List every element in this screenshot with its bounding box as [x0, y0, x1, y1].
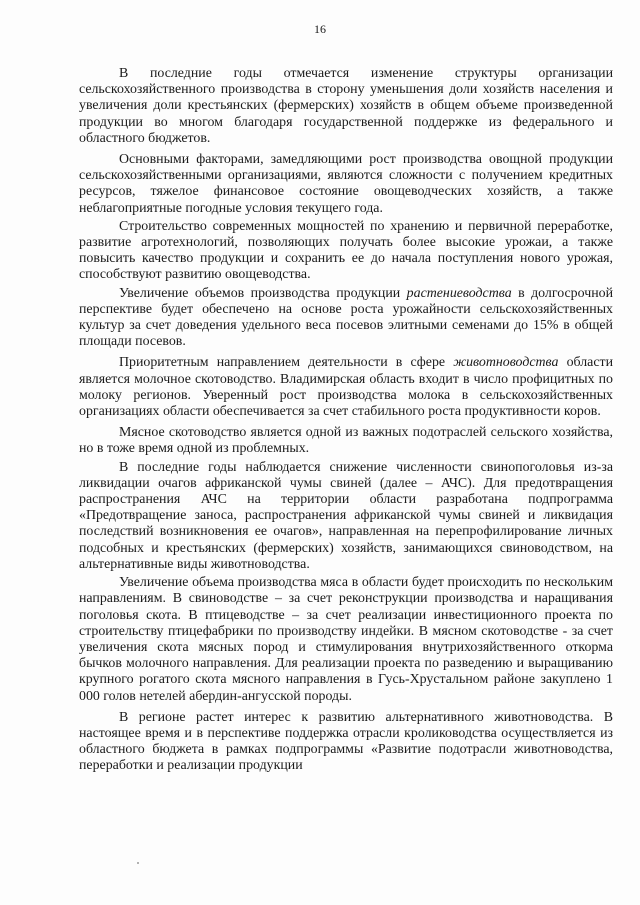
- paragraph-text: Увеличение объема производства мяса в области будет происходить по нескольким направлениям. В свиноводстве – за счет реконструкции производства и наращивания поголовья скота. В птицеводстве – за счет реализации инвестиционного проекта по строительству птицефабрики по производству индейки. В мясном скотоводстве - за счет увеличения скота мясных пород и стимулирования внутрихозяйственного откорма бычков молочного направления. Для реализации проекта по разведению и выращиванию крупного рогатого скота мясного направления в Гусь-Хрустальном районе закуплено 1 000 голов нетелей абердин-ангусской породы.: [79, 575, 613, 704]
- paragraph-text: Увеличение объемов производства продукции: [119, 285, 407, 301]
- paragraph-text: области является молочное скотоводство. Владимирская область входит в число профицитных по молоку регионов. Уверенный рост производства молока в сельскохозяйственных организациях области обеспечивается за счет стабильного роста продуктивности коров.: [79, 355, 613, 420]
- paragraph: [79, 425, 613, 457]
- paragraph: [79, 710, 613, 775]
- paragraph-text: В последние годы наблюдается снижение численности свинопоголовья из-за ликвидации очагов африканской чумы свиней (далее – АЧС). Для предотвращения распространения АЧС на территории области разработана подпрограмма «Предотвращение заноса, распространения африканской чумы свиней и ликвидация последствий возникновения ее очагов», направленная на перепрофилирование личных подсобных и крестьянских (фермерских) хозяйств, занимающихся свиноводством, на альтернативные виды животноводства.: [79, 459, 613, 572]
- paragraph-text: В последние годы отмечается изменение структуры организации сельскохозяйственного производства в сторону уменьшения доли хозяйств населения и увеличения доли крестьянских (фермерских) хозяйств в общем объеме произведенной продукции во многом благодаря государственной поддержке из федерального и областного бюджетов.: [79, 66, 613, 146]
- paragraph-text: Приоритетным направлением деятельности в сфере: [119, 355, 454, 371]
- paragraph: [79, 286, 613, 351]
- paragraph-text: Строительство современных мощностей по хранению и первичной переработке, развитие агротехнологий, позволяющих получать более высокие урожаи, а также повысить качество продукции и сохранить ее до начала поступления нового урожая, способствуют развитию овощеводства.: [79, 218, 613, 283]
- paragraph-text: В регионе растет интерес к развитию альтернативного животноводства. В настоящее время и в перспективе поддержка отрасли кролиководства осуществляется из областного бюджета в рамках подпрограммы «Развитие подотрасли животноводства, переработки и реализации продукции: [79, 709, 613, 774]
- paragraph-text: в долгосрочной перспективе будет обеспечено на основе роста урожайности сельскохозяйственных культур за счет доведения удельного веса посевов элитными семенами до 15% в общей площади посевов.: [79, 285, 614, 350]
- paragraph: [79, 355, 613, 420]
- page-number: 16: [314, 22, 326, 36]
- italic-term: растениеводства: [406, 285, 512, 301]
- paragraph-text: Мясное скотоводство является одной из важных подотраслей сельского хозяйства, но в тоже время одной из проблемных.: [79, 425, 613, 457]
- paragraph-text: Основными факторами, замедляющими рост производства овощной продукции сельскохозяйственными организациями, являются сложности с получением кредитных ресурсов, тяжелое финансовое состояние овощеводческих хозяйств, а также неблагоприятные погодные условия текущего года.: [79, 152, 613, 216]
- paragraph: [79, 66, 613, 147]
- paragraph: [79, 152, 613, 217]
- scan-speck: [137, 862, 139, 864]
- document-body: [79, 66, 613, 777]
- paragraph: [79, 219, 613, 284]
- paragraph: [79, 575, 613, 705]
- italic-term: животноводства: [453, 355, 559, 371]
- paragraph: [79, 460, 613, 573]
